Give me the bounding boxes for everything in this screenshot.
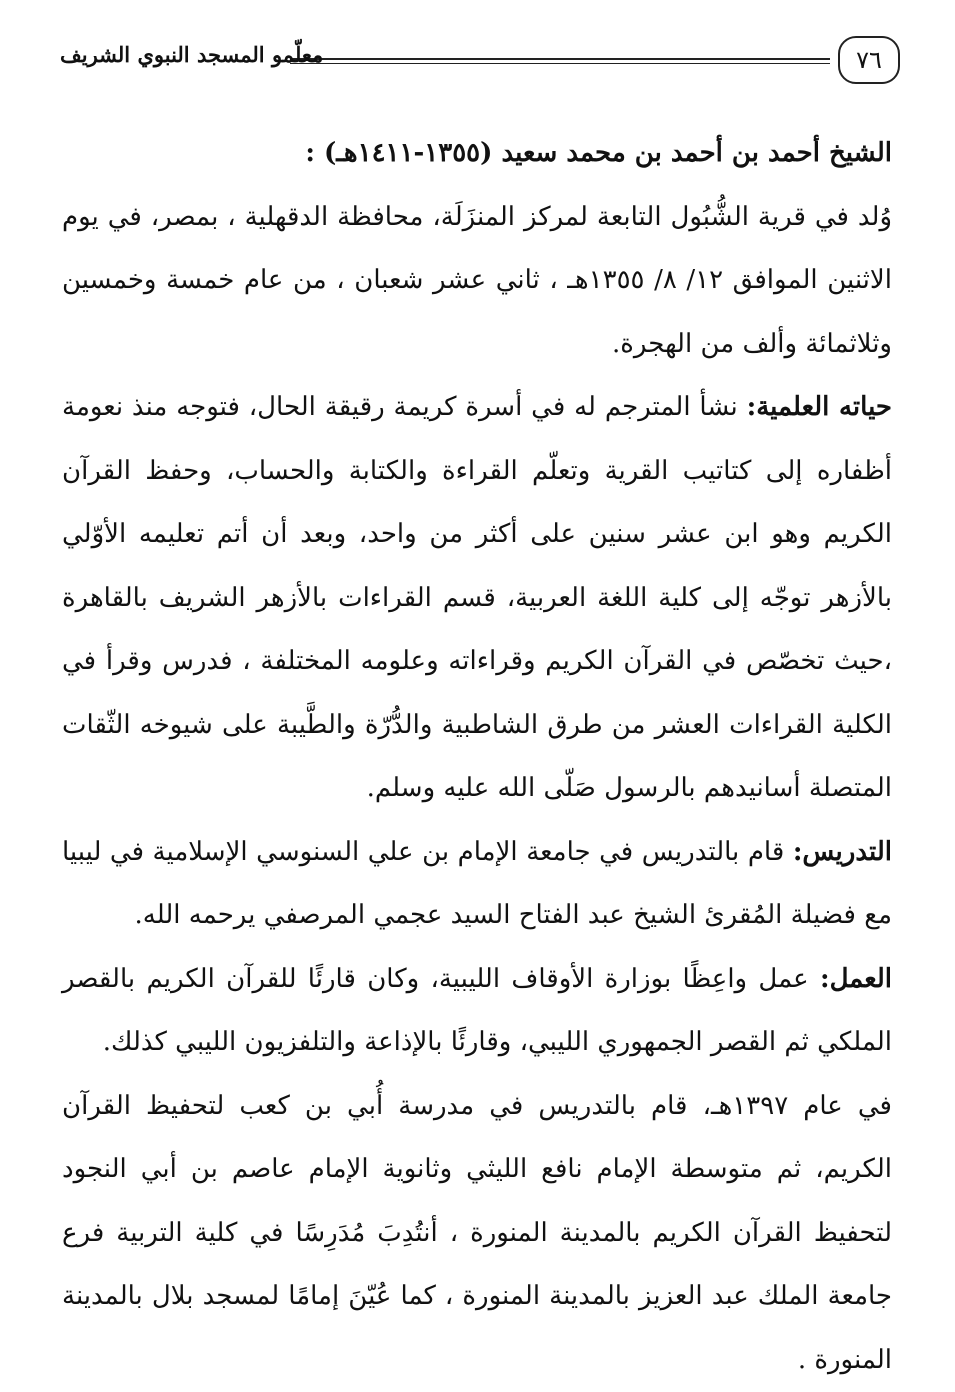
- teaching-label: التدريس:: [793, 837, 892, 867]
- scientific-life-text: نشأ المترجم له في أسرة كريمة رقيقة الحال، فتوجه منذ نعومة أظفاره إلى كتاتيب القرية وتعلّم القراءة والكتابة والحساب، وحفظ القرآن الكريم وهو ابن عشر سنين على أكثر من واحد، وبعد أن أتم تعليمه الأوّلي بالأزهر توجّه إلى كلية اللغة العربية، قسم القراءات بالأزهر الشريف بالقاهرة ،حيث تخصّص في القرآن الكريم وقراءاته وعلومه المختلفة ، فدرس وقرأ في الكلية القراءات العشر من طرق الشاطبية والدُّرّة والطَّيبة على شيوخه الثّقات المتصلة أسانيدهم بالرسول صَلّى الله عليه وسلم.: [62, 392, 892, 803]
- page-number: ٧٦: [838, 36, 900, 84]
- header-rule: [290, 58, 830, 64]
- later-career-paragraph: في عام ١٣٩٧هـ، قام بالتدريس في مدرسة أُبي بن كعب لتحفيظ القرآن الكريم، ثم متوسطة الإمام نافع الليثي وثانوية الإمام عاصم بن أبي النجود لتحفيظ القرآن الكريم بالمدينة المنورة ، أنتُدِبَ مُدَرِسًا في كلية التربية فرع جامعة الملك عبد العزيز بالمدينة المنورة ، كما عُيّنَ إمامًا لمسجد بلال بالمدينة المنورة .: [62, 1075, 892, 1392]
- work-text: عمل واعِظًا بوزارة الأوقاف الليبية، وكان قارئًا للقرآن الكريم بالقصر الملكي ثم القصر الجمهوري الليبي، وقارئًا بالإذاعة والتلفزيون الليبي كذلك.: [62, 964, 892, 1058]
- teaching-paragraph: [62, 821, 892, 948]
- scientific-life-paragraph: [62, 376, 892, 821]
- biography-heading: الشيخ أحمد بن أحمد بن محمد سعيد (١٣٥٥-١٤١١هـ) :: [62, 122, 892, 186]
- article-body: [62, 122, 892, 1392]
- running-title: معلّمو المسجد النبوي الشريف: [60, 42, 323, 67]
- work-paragraph: [62, 948, 892, 1075]
- birth-paragraph: وُلد في قرية الشُّبُول التابعة لمركز المنزَلَة، محافظة الدقهلية ، بمصر، في يوم الاثنين الموافق ١٢/ ٨/ ١٣٥٥هـ ، ثاني عشر شعبان ، من عام خمسة وخمسين وثلاثمائة وألف من الهجرة.: [62, 186, 892, 377]
- work-label: العمل:: [820, 964, 892, 994]
- page-header: [60, 28, 900, 88]
- scientific-life-label: حياته العلمية:: [747, 392, 892, 422]
- teaching-text: قام بالتدريس في جامعة الإمام بن علي السنوسي الإسلامية في ليبيا مع فضيلة المُقرئ الشيخ عبد الفتاح السيد عجمي المرصفي يرحمه الله.: [62, 837, 892, 931]
